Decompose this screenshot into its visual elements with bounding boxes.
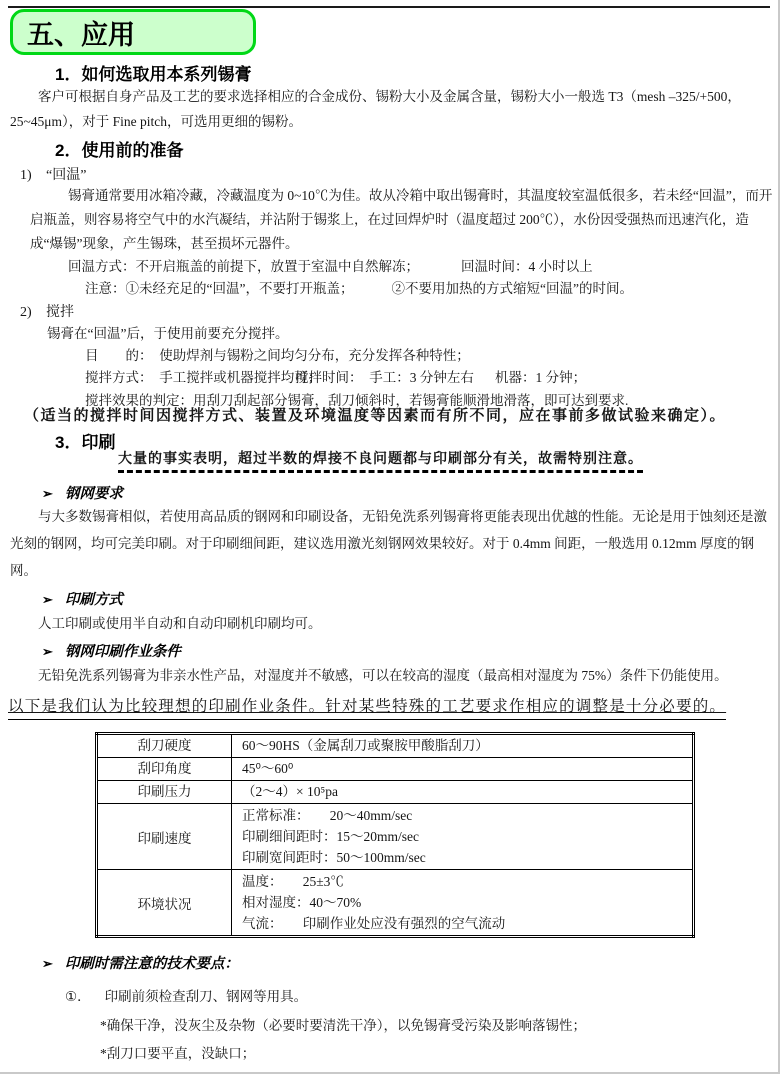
tech-points-label: 印刷时需注意的技术要点：	[64, 956, 239, 972]
row-label: 刮印角度	[97, 758, 232, 781]
list-item-2-title	[20, 301, 74, 321]
list-item-1-label: “回温”	[46, 168, 87, 183]
stir-judge: 搅拌效果的判定：用刮刀刮起部分锡膏，刮刀倾斜时，若锡膏能顺滑地滑落，即可达到要求.	[85, 393, 629, 408]
stir-machine-time: 机器：1 分钟；	[495, 370, 587, 385]
row-label: 刮刀硬度	[97, 734, 232, 758]
rewarm-paragraph: 锡膏通常要用冰箱冷藏，冷藏温度为 0~10℃为佳。故从冷箱中取出锡膏时，其温度较室温低很多，若未经“回温”，而开启瓶盖，则容易将空气中的水汽凝结，并沾附于锡浆上，在过回焊炉时（温度超过 200℃），水份因受强热而迅速汽化，造成“爆锡”现象，产生锡珠，甚至损坏元器件。	[30, 188, 773, 251]
rewarm-note-line	[85, 277, 633, 301]
rewarm-time: 回温时间：4 小时以上	[461, 259, 593, 274]
section-2-heading: 2．使用前的准备	[55, 141, 184, 160]
tech-points-heading	[42, 952, 239, 973]
stencil-req-label: 钢网要求	[64, 486, 123, 502]
list-item-2-label: 搅拌	[46, 305, 74, 320]
env-temperature: 温度： 25±3℃	[242, 874, 344, 889]
print-condition-table	[95, 732, 695, 938]
stir-method: 搅拌方式： 手工搅拌或机器搅拌均可；	[85, 370, 322, 385]
work-condition-label: 钢网印刷作业条件	[64, 644, 181, 660]
env-airflow: 气流： 印刷作业处应没有强烈的空气流动	[242, 916, 506, 931]
print-method-label: 印刷方式	[64, 592, 123, 608]
table-row	[97, 734, 694, 758]
row-label: 印刷速度	[97, 804, 232, 870]
work-condition-paragraph: 无铅免洗系列锡膏为非亲水性产品，对湿度并不敏感，可以在较高的湿度（最高相对湿度为 75%）条件下仍能使用。	[38, 668, 728, 683]
chapter-title-box	[10, 9, 256, 55]
list-item-1-title	[20, 164, 86, 184]
tech-point-1	[65, 985, 307, 1009]
tech-point-1-note-2: *刮刀口要平直，没缺口；	[100, 1046, 256, 1061]
rewarm-method-line	[68, 255, 593, 279]
row-value	[232, 870, 694, 937]
stir-bold-note: （适当的搅拌时间因搅拌方式、装置及环境温度等因素而有所不同，应在事前多做试验来确定）。	[24, 407, 727, 424]
row-label: 印刷压力	[97, 781, 232, 804]
row-label: 环境状况	[97, 870, 232, 937]
row-value: （2～4）× 10⁵pa	[232, 781, 694, 804]
row-value: 45⁰～60⁰	[232, 758, 694, 781]
arrow-bullet-icon: ➢	[42, 486, 53, 501]
rewarm-method: 回温方式：不开启瓶盖的前提下，放置于室温中自然解冻；	[68, 259, 419, 274]
stir-purpose: 目 的： 使助焊剂与锡粉之间均匀分布，充分发挥各种特性；	[85, 348, 470, 363]
list-item-1-number: 1)	[20, 168, 32, 183]
stencil-req-heading	[42, 482, 123, 503]
tech-point-1-note-1: *确保干净，没灰尘及杂物（必要时要清洗干净），以免锡膏受污染及影响落锡性；	[100, 1018, 586, 1033]
section-3-heading: 3．印刷	[55, 433, 116, 452]
list-item-2-number: 2)	[20, 305, 32, 320]
stir-time: 搅拌时间： 手工：3 分钟左右	[295, 370, 474, 385]
tech-point-1-text: 印刷前须检查刮刀、钢网等用具。	[104, 989, 308, 1004]
speed-fine-pitch: 印刷细间距时：15～20mm/sec	[242, 829, 419, 844]
rewarm-note-2: ②不要用加热的方式缩短“回温”的时间。	[391, 281, 633, 296]
stir-intro: 锡膏在“回温”后，于使用前要充分搅拌。	[47, 326, 289, 341]
speed-wide-pitch: 印刷宽间距时：50～100mm/sec	[242, 850, 426, 865]
tech-point-1-number: ①．	[65, 989, 91, 1004]
stencil-req-paragraph: 与大多数锡膏相似，若使用高品质的钢网和印刷设备，无铅免洗系列锡膏将更能表现出优越的性能。无论是用于蚀刻还是激光刻的钢网，均可完美印刷。对于印刷细间距，建议选用激光刻钢网效果较好。对于 0.4mm 间距，一般选用 0.12mm 厚度的钢网。	[10, 509, 767, 578]
speed-normal: 正常标准： 20～40mm/sec	[242, 808, 413, 823]
section-1-paragraph: 客户可根据自身产品及工艺的要求选择相应的合金成份、锡粉大小及金属含量，锡粉大小一般选 T3（mesh –325/+500，25~45μm），对于 Fine pitch，可选用更细的锡粉。	[10, 89, 741, 129]
table-row	[97, 804, 694, 870]
print-method-heading	[42, 588, 123, 609]
top-rule	[8, 6, 770, 8]
section-1-heading: 1．如何选取用本系列锡膏	[55, 65, 252, 84]
table-row	[97, 758, 694, 781]
ideal-condition-text: 以下是我们认为比较理想的印刷作业条件。针对某些特殊的工艺要求作相应的调整是十分必要的。	[8, 694, 726, 720]
row-value	[232, 804, 694, 870]
table-row	[97, 870, 694, 937]
table-row	[97, 781, 694, 804]
rewarm-note-1: 注意：①未经充足的“回温”，不要打开瓶盖；	[85, 281, 354, 296]
arrow-bullet-icon: ➢	[42, 644, 53, 659]
chapter-title: 五、应用	[27, 19, 135, 50]
arrow-bullet-icon: ➢	[42, 592, 53, 607]
work-condition-heading	[42, 640, 181, 661]
env-humidity: 相对湿度：40～70%	[242, 895, 362, 910]
arrow-bullet-icon: ➢	[42, 956, 53, 971]
printing-notice: 大量的事实表明，超过半数的焊接不良问题都与印刷部分有关，故需特别注意。	[118, 448, 643, 473]
print-method-paragraph: 人工印刷或使用半自动和自动印刷机印刷均可。	[38, 616, 322, 631]
ideal-condition-note	[8, 694, 726, 720]
row-value: 60～90HS（金属刮刀或聚胺甲酸脂刮刀）	[232, 734, 694, 758]
